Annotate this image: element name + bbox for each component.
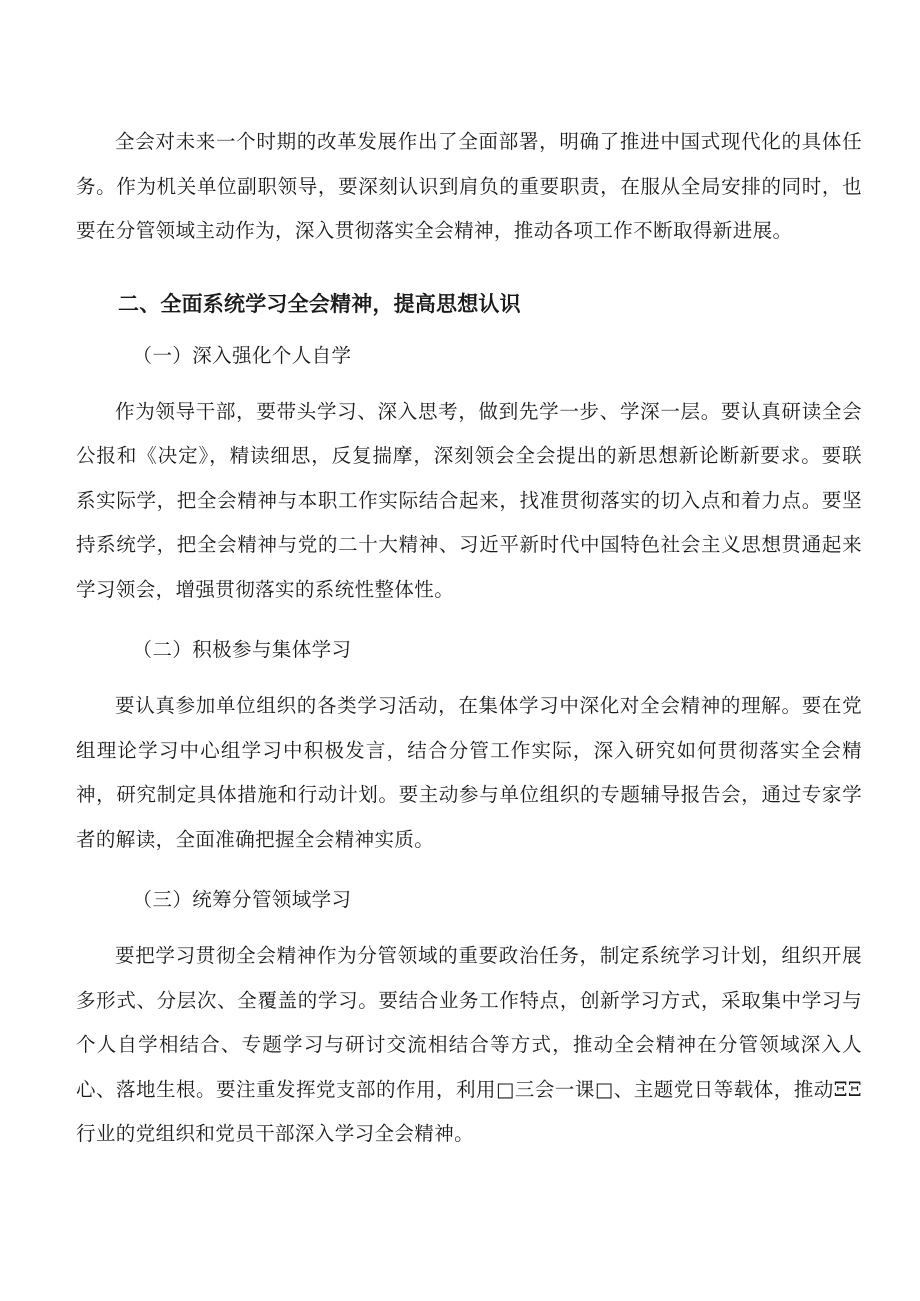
subsection-3	[76, 878, 862, 1157]
subsection-title: （二）积极参与集体学习	[132, 638, 352, 661]
section-heading: 二、全面系统学习全会精神，提高思想认识	[118, 291, 521, 316]
subsection-1	[76, 334, 862, 613]
subsection-body: 作为领导干部，要带头学习、深入思考，做到先学一步、学深一层。要认真研读全会公报和《决定》，精读细思，反复揣摩，深刻领会全会提出的新思想新论断新要求。要联系实际学，把全会精神与本职工作实际结合起来，找准贯彻落实的切入点和着力点。要坚持系统学，把全会精神与党的二十大精神、习近平新时代中国特色社会主义思想贯通起来学习领会，增强贯彻落实的系统性整体性。	[76, 399, 862, 601]
subsection-title: （一）深入强化个人自学	[132, 343, 352, 367]
subsection-2	[76, 628, 862, 862]
subsection-body: 要把学习贯彻全会精神作为分管领域的重要政治任务，制定系统学习计划，组织开展多形式、分层次、全覆盖的学习。要结合业务工作特点，创新学习方式，采取集中学习与个人自学相结合、专题学习与研讨交流相结合等方式，推动全会精神在分管领域深入人心、落地生根。要注重发挥党支部的作用，利用□三会一课□、主题党日等载体，推动ΞΞ行业的党组织和党员干部深入学习全会精神。	[76, 944, 862, 1145]
intro-paragraph: 全会对未来一个时期的改革发展作出了全面部署，明确了推进中国式现代化的具体任务。作为机关单位副职领导，要深刻认识到肩负的重要职责，在服从全局安排的同时，也要在分管领域主动作为，深入贯彻落实全会精神，推动各项工作不断取得新进展。	[76, 130, 862, 242]
subsection-title: （三）统筹分管领域学习	[132, 888, 352, 911]
subsection-body: 要认真参加单位组织的各类学习活动，在集体学习中深化对全会精神的理解。要在党组理论学习中心组学习中积极发言，结合分管工作实际，深入研究如何贯彻落实全会精神，研究制定具体措施和行动计划。要主动参与单位组织的专题辅导报告会，通过专家学者的解读，全面准确把握全会精神实质。	[76, 694, 862, 851]
